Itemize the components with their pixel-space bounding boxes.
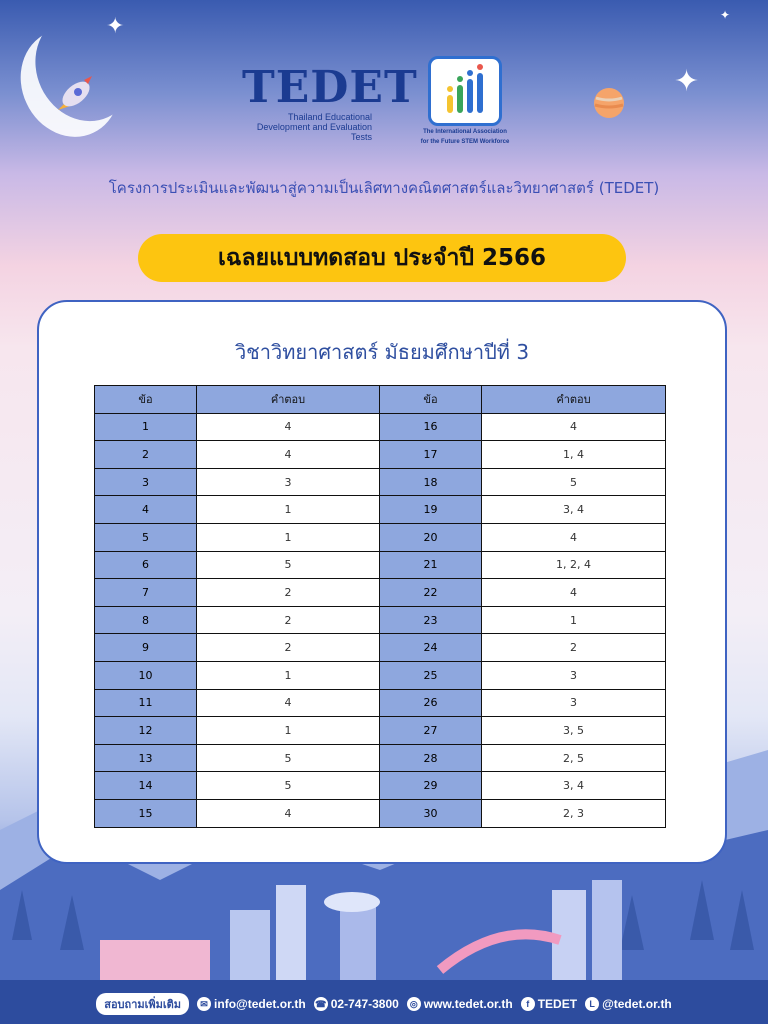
answer-cell: 4	[197, 441, 380, 469]
table-row	[95, 799, 666, 827]
answer-cell: 4	[482, 579, 666, 607]
phone-text: 02-747-3800	[330, 997, 399, 1011]
line-link[interactable]	[585, 997, 672, 1011]
answer-cell: 3, 5	[482, 717, 666, 745]
table-row	[95, 772, 666, 800]
iafsw-logo	[410, 56, 520, 146]
question-number-cell: 6	[95, 551, 197, 579]
question-number-cell: 8	[95, 606, 197, 634]
answer-cell: 5	[197, 772, 380, 800]
question-number-cell: 7	[95, 579, 197, 607]
question-number-cell: 26	[380, 689, 482, 717]
line-text: @tedet.or.th	[602, 997, 672, 1011]
facebook-icon: f	[521, 997, 535, 1011]
question-number-cell: 18	[380, 468, 482, 496]
table-row	[95, 523, 666, 551]
question-number-cell: 2	[95, 441, 197, 469]
email-icon: ✉	[197, 997, 211, 1011]
iafsw-line1: The International Association	[423, 129, 507, 135]
answer-cell: 1	[197, 661, 380, 689]
question-number-cell: 17	[380, 441, 482, 469]
answer-cell: 1	[197, 496, 380, 524]
question-number-cell: 14	[95, 772, 197, 800]
question-number-cell: 20	[380, 523, 482, 551]
answer-cell: 5	[482, 468, 666, 496]
table-header-row	[95, 386, 666, 414]
header-question: ข้อ	[380, 386, 482, 414]
answer-cell: 2	[197, 606, 380, 634]
star-icon: ✦	[674, 64, 700, 99]
answer-cell: 4	[197, 413, 380, 441]
answer-cell: 3	[482, 689, 666, 717]
question-number-cell: 24	[380, 634, 482, 662]
answer-card	[37, 300, 727, 864]
question-number-cell: 11	[95, 689, 197, 717]
table-row	[95, 744, 666, 772]
header-answer: คำตอบ	[197, 386, 380, 414]
facebook-text: TEDET	[537, 997, 578, 1011]
table-row	[95, 661, 666, 689]
subject-title: วิชาวิทยาศาสตร์ มัธยมศึกษาปีที่ 3	[234, 340, 530, 364]
question-number-cell: 30	[380, 799, 482, 827]
question-number-cell: 5	[95, 523, 197, 551]
answer-cell: 3, 4	[482, 496, 666, 524]
header-question: ข้อ	[95, 386, 197, 414]
question-number-cell: 10	[95, 661, 197, 689]
answer-cell: 4	[197, 689, 380, 717]
question-number-cell: 27	[380, 717, 482, 745]
contact-footer	[0, 984, 768, 1024]
answer-cell: 2, 3	[482, 799, 666, 827]
header-answer: คำตอบ	[482, 386, 666, 414]
website-link[interactable]	[407, 997, 513, 1011]
tedet-logo-text: TEDET	[242, 62, 418, 113]
table-row	[95, 606, 666, 634]
answer-cell: 1, 2, 4	[482, 551, 666, 579]
contact-label: สอบถามเพิ่มเติม	[96, 993, 189, 1015]
question-number-cell: 1	[95, 413, 197, 441]
question-number-cell: 12	[95, 717, 197, 745]
email-text: info@tedet.or.th	[214, 997, 306, 1011]
iafsw-line2: for the Future STEM Workforce	[420, 139, 510, 145]
answer-cell: 3	[197, 468, 380, 496]
table-row	[95, 468, 666, 496]
table-row	[95, 689, 666, 717]
answer-cell: 2	[197, 634, 380, 662]
question-number-cell: 4	[95, 496, 197, 524]
answer-key-banner: เฉลยแบบทดสอบ ประจำปี 2566	[138, 234, 626, 282]
line-icon: L	[585, 997, 599, 1011]
question-number-cell: 28	[380, 744, 482, 772]
answer-cell: 3	[482, 661, 666, 689]
question-number-cell: 21	[380, 551, 482, 579]
answer-cell: 5	[197, 744, 380, 772]
answer-table-body	[95, 413, 666, 827]
answer-cell: 4	[197, 799, 380, 827]
question-number-cell: 13	[95, 744, 197, 772]
tedet-logo-sub1: Thailand Educational	[287, 112, 372, 122]
tedet-logo-sub2: Development and Evaluation Tests	[256, 122, 372, 142]
facebook-link[interactable]	[521, 997, 577, 1011]
answer-cell: 1	[197, 523, 380, 551]
project-title: โครงการประเมินและพัฒนาสู่ความเป็นเลิศทางคณิตศาสตร์และวิทยาศาสตร์ (TEDET)	[108, 179, 660, 197]
table-row	[95, 717, 666, 745]
table-row	[95, 441, 666, 469]
planet-icon	[592, 86, 626, 120]
star-icon: ✦	[720, 8, 731, 22]
phone-icon: ☎	[315, 999, 327, 1009]
question-number-cell: 25	[380, 661, 482, 689]
star-icon: ✦	[106, 14, 125, 39]
table-row	[95, 413, 666, 441]
table-row	[95, 579, 666, 607]
question-number-cell: 15	[95, 799, 197, 827]
question-number-cell: 19	[380, 496, 482, 524]
answer-cell: 4	[482, 523, 666, 551]
answer-cell: 1, 4	[482, 441, 666, 469]
answer-cell: 3, 4	[482, 772, 666, 800]
answer-cell: 1	[482, 606, 666, 634]
answer-cell: 2	[197, 579, 380, 607]
table-row	[95, 634, 666, 662]
iafsw-logo-mark	[428, 56, 502, 126]
website-text: www.tedet.or.th	[423, 997, 513, 1011]
phone-contact[interactable]	[314, 997, 399, 1011]
globe-icon: ◎	[407, 997, 421, 1011]
answer-table	[94, 385, 666, 828]
question-number-cell: 3	[95, 468, 197, 496]
answer-cell: 2, 5	[482, 744, 666, 772]
question-number-cell: 16	[380, 413, 482, 441]
answer-cell: 4	[482, 413, 666, 441]
question-number-cell: 22	[380, 579, 482, 607]
question-number-cell: 23	[380, 606, 482, 634]
email-contact[interactable]	[197, 997, 306, 1011]
answer-cell: 5	[197, 551, 380, 579]
answer-cell: 2	[482, 634, 666, 662]
table-row	[95, 551, 666, 579]
question-number-cell: 9	[95, 634, 197, 662]
tedet-logo	[242, 62, 418, 142]
answer-cell: 1	[197, 717, 380, 745]
table-row	[95, 496, 666, 524]
question-number-cell: 29	[380, 772, 482, 800]
rocket-icon	[48, 72, 96, 120]
